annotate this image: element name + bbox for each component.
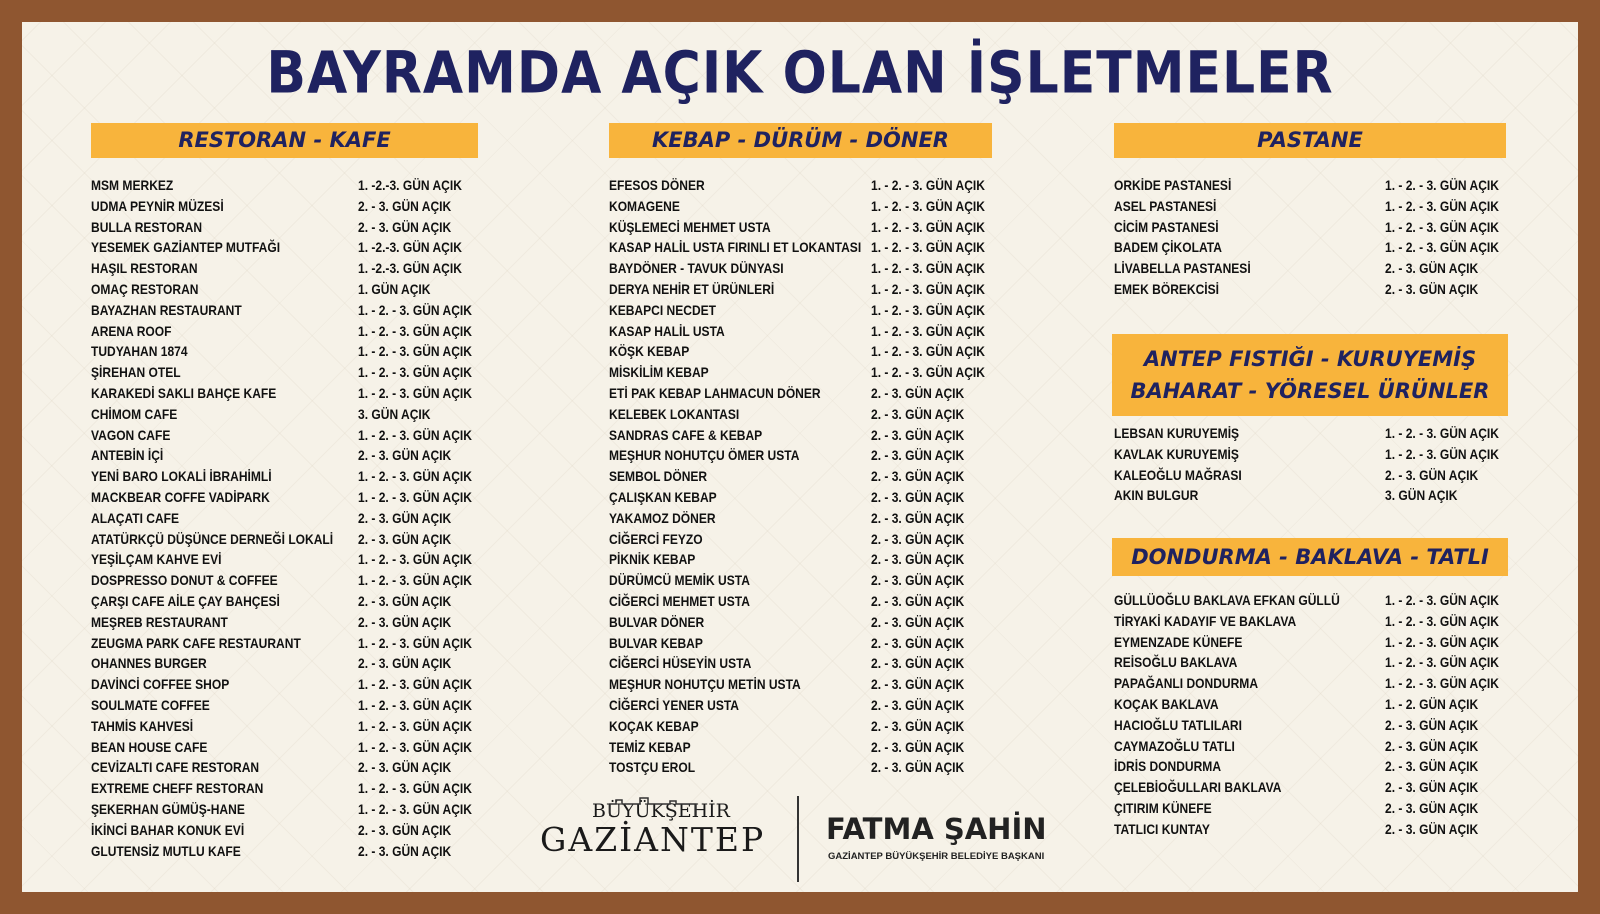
business-name: PAPAĞANLI DONDURMA bbox=[1114, 675, 1259, 692]
business-name: HACIOĞLU TATLILARI bbox=[1114, 716, 1242, 733]
business-name: VAGON CAFE bbox=[91, 426, 171, 443]
list-item bbox=[91, 321, 472, 342]
business-name: SOULMATE COFFEE bbox=[91, 696, 210, 713]
open-days: 1. - 2. - 3. GÜN AÇIK bbox=[1385, 612, 1499, 629]
list-item bbox=[609, 341, 985, 362]
business-name: TATLICI KUNTAY bbox=[1114, 820, 1210, 837]
business-name: CİĞERCİ FEYZO bbox=[609, 530, 703, 547]
business-name: KELEBEK LOKANTASI bbox=[609, 405, 740, 422]
open-days: 2. - 3. GÜN AÇIK bbox=[871, 676, 965, 693]
business-name: CİĞERCİ MEHMET USTA bbox=[609, 592, 750, 609]
business-name: YEŞİLÇAM KAHVE EVİ bbox=[91, 551, 222, 568]
open-days: 1. -2.-3. GÜN AÇIK bbox=[358, 239, 462, 256]
open-days: 1. - 2. - 3. GÜN AÇIK bbox=[871, 322, 985, 339]
business-name: OHANNES BURGER bbox=[91, 655, 207, 672]
business-name: TİRYAKİ KADAYIF VE BAKLAVA bbox=[1114, 612, 1297, 629]
list-item bbox=[609, 300, 985, 321]
list-dondurma bbox=[1114, 590, 1499, 840]
open-days: 1. - 2. - 3. GÜN AÇIK bbox=[871, 197, 985, 214]
business-name: ATATÜRKÇÜ DÜŞÜNCE DERNEĞİ LOKALİ bbox=[91, 530, 334, 547]
list-item bbox=[1114, 196, 1499, 217]
open-days: 2. - 3. GÜN AÇIK bbox=[1385, 737, 1479, 754]
business-name: AKIN BULGUR bbox=[1114, 487, 1199, 504]
list-item bbox=[91, 341, 472, 362]
open-days: 2. - 3. GÜN AÇIK bbox=[358, 197, 452, 214]
list-item bbox=[1114, 175, 1499, 196]
list-item bbox=[1114, 465, 1479, 486]
business-name: ZEUGMA PARK CAFE RESTAURANT bbox=[91, 634, 301, 651]
open-days: 1. - 2. - 3. GÜN AÇIK bbox=[1385, 592, 1499, 608]
business-name: UDMA PEYNİR MÜZESİ bbox=[91, 197, 224, 214]
list-item bbox=[1114, 736, 1479, 757]
open-days: 2. - 3. GÜN AÇIK bbox=[871, 384, 965, 401]
section-header-antep-line1: ANTEP FISTIĞI - KURUYEMİŞ bbox=[1143, 347, 1477, 371]
open-days: 1. - 2. - 3. GÜN AÇIK bbox=[358, 322, 472, 339]
open-days: 1. - 2. - 3. GÜN AÇIK bbox=[871, 343, 985, 360]
open-days: 1. - 2. - 3. GÜN AÇIK bbox=[871, 301, 985, 318]
list-item bbox=[91, 466, 472, 487]
business-name: REİSOĞLU BAKLAVA bbox=[1114, 654, 1238, 671]
list-item bbox=[91, 778, 472, 799]
business-name: BAYDÖNER - TAVUK DÜNYASI bbox=[609, 260, 784, 277]
list-item bbox=[91, 841, 452, 862]
business-name: MEŞHUR NOHUTÇU ÖMER USTA bbox=[609, 447, 800, 464]
list-item bbox=[91, 570, 472, 591]
business-name: KARAKEDİ SAKLI BAHÇE KAFE bbox=[91, 384, 277, 401]
list-item bbox=[1114, 279, 1479, 300]
list-item bbox=[609, 362, 985, 383]
business-name: DOSPRESSO DONUT & COFFEE bbox=[91, 572, 278, 589]
open-days: 2. - 3. GÜN AÇIK bbox=[871, 509, 965, 526]
open-days: 1. -2.-3. GÜN AÇIK bbox=[358, 177, 462, 193]
list-item bbox=[1114, 632, 1499, 653]
business-name: EXTREME CHEFF RESTORAN bbox=[91, 780, 264, 797]
open-days: 1. -2.-3. GÜN AÇIK bbox=[358, 260, 462, 277]
business-name: YENİ BARO LOKALİ İBRAHİMLİ bbox=[91, 468, 272, 485]
business-name: ARENA ROOF bbox=[91, 322, 172, 339]
open-days: 3. GÜN AÇIK bbox=[1385, 487, 1458, 504]
list-item bbox=[609, 695, 965, 716]
open-days: 1. - 2. - 3. GÜN AÇIK bbox=[1385, 445, 1499, 462]
list-item bbox=[91, 549, 472, 570]
open-days: 2. - 3. GÜN AÇIK bbox=[358, 842, 452, 859]
open-days: 2. - 3. GÜN AÇIK bbox=[1385, 779, 1479, 796]
open-days: 2. - 3. GÜN AÇIK bbox=[871, 447, 965, 464]
section-header-antep-line2: BAHARAT - YÖRESEL ÜRÜNLER bbox=[1130, 379, 1490, 403]
business-name: CİCİM PASTANESİ bbox=[1114, 218, 1219, 235]
list-item bbox=[1114, 673, 1499, 694]
open-days: 2. - 3. GÜN AÇIK bbox=[1385, 260, 1479, 277]
list-item bbox=[609, 674, 965, 695]
open-days: 1. - 2. - 3. GÜN AÇIK bbox=[1385, 197, 1499, 214]
business-name: CEVİZALTI CAFE RESTORAN bbox=[91, 759, 260, 776]
list-item bbox=[91, 591, 452, 612]
business-name: KASAP HALİL USTA bbox=[609, 322, 725, 339]
open-days: 2. - 3. GÜN AÇIK bbox=[871, 488, 965, 505]
business-name: KÜŞLEMECİ MEHMET USTA bbox=[609, 218, 771, 235]
business-name: DERYA NEHİR ET ÜRÜNLERİ bbox=[609, 280, 775, 297]
open-days: 2. - 3. GÜN AÇIK bbox=[871, 613, 965, 630]
open-days: 2. - 3. GÜN AÇIK bbox=[1385, 280, 1479, 297]
business-name: LİVABELLA PASTANESİ bbox=[1114, 260, 1251, 277]
business-name: BAYAZHAN RESTAURANT bbox=[91, 301, 242, 318]
business-name: TAHMİS KAHVESİ bbox=[91, 717, 194, 734]
business-name: ŞEKERHAN GÜMÜŞ-HANE bbox=[91, 800, 245, 817]
section-header-kebap: KEBAP - DÜRÜM - DÖNER bbox=[609, 123, 992, 158]
open-days: 2. - 3. GÜN AÇIK bbox=[1385, 758, 1479, 775]
mayor-title: GAZİANTEP BÜYÜKŞEHİR BELEDİYE BAŞKANI bbox=[828, 851, 1045, 862]
business-name: HAŞIL RESTORAN bbox=[91, 260, 198, 277]
business-name: ÇITIRIM KÜNEFE bbox=[1114, 799, 1212, 816]
list-pastane bbox=[1114, 175, 1499, 300]
open-days: 2. - 3. GÜN AÇIK bbox=[358, 613, 452, 630]
open-days: 1. - 2. - 3. GÜN AÇIK bbox=[1385, 425, 1499, 441]
list-item bbox=[609, 321, 985, 342]
list-item bbox=[609, 279, 985, 300]
business-name: SEMBOL DÖNER bbox=[609, 468, 708, 485]
open-days: 1. - 2. - 3. GÜN AÇIK bbox=[871, 280, 985, 297]
list-item bbox=[91, 383, 472, 404]
list-item bbox=[91, 258, 462, 279]
open-days: 1. - 2. - 3. GÜN AÇIK bbox=[358, 551, 472, 568]
list-item bbox=[609, 612, 965, 633]
open-days: 1. - 2. - 3. GÜN AÇIK bbox=[358, 364, 472, 381]
list-item bbox=[1114, 694, 1479, 715]
open-days: 2. - 3. GÜN AÇIK bbox=[358, 509, 452, 526]
business-name: TUDYAHAN 1874 bbox=[91, 343, 188, 360]
list-item bbox=[91, 695, 472, 716]
castle-icon bbox=[600, 790, 840, 820]
business-name: ÇALIŞKAN KEBAP bbox=[609, 488, 717, 505]
business-name: ŞİREHAN OTEL bbox=[91, 364, 181, 381]
list-item bbox=[91, 633, 472, 654]
open-days: 2. - 3. GÜN AÇIK bbox=[1385, 466, 1479, 483]
open-days: 2. - 3. GÜN AÇIK bbox=[1385, 716, 1479, 733]
business-name: EMEK BÖREKCİSİ bbox=[1114, 280, 1220, 297]
list-item bbox=[609, 737, 965, 758]
list-item bbox=[1114, 485, 1458, 506]
list-item bbox=[1114, 756, 1479, 777]
list-item bbox=[1114, 590, 1499, 611]
list-item bbox=[609, 217, 985, 238]
business-name: KOÇAK BAKLAVA bbox=[1114, 695, 1219, 712]
open-days: 1. - 2. - 3. GÜN AÇIK bbox=[358, 634, 472, 651]
list-item bbox=[609, 466, 965, 487]
business-name: OMAÇ RESTORAN bbox=[91, 280, 199, 297]
list-restoran bbox=[91, 175, 472, 861]
business-name: MEŞREB RESTAURANT bbox=[91, 613, 228, 630]
open-days: 2. - 3. GÜN AÇIK bbox=[871, 696, 965, 713]
business-name: LEBSAN KURUYEMİŞ bbox=[1114, 425, 1240, 441]
open-days: 1. - 2. - 3. GÜN AÇIK bbox=[358, 676, 472, 693]
list-item bbox=[1114, 611, 1499, 632]
list-item bbox=[609, 508, 965, 529]
list-item bbox=[91, 674, 472, 695]
open-days: 1. - 2. - 3. GÜN AÇIK bbox=[871, 364, 985, 381]
list-item bbox=[609, 633, 965, 654]
business-name: KAVLAK KURUYEMİŞ bbox=[1114, 445, 1239, 462]
open-days: 1. GÜN AÇIK bbox=[358, 280, 431, 297]
business-name: ANTEBİN İÇİ bbox=[91, 447, 164, 464]
open-days: 1. - 2. - 3. GÜN AÇIK bbox=[358, 301, 472, 318]
open-days: 1. - 2. - 3. GÜN AÇIK bbox=[358, 572, 472, 589]
list-item bbox=[91, 820, 452, 841]
list-item bbox=[91, 529, 452, 550]
business-name: MACKBEAR COFFE VADİPARK bbox=[91, 488, 270, 505]
business-name: TOSTÇU EROL bbox=[609, 759, 696, 776]
mayor-name: FATMA ŞAHİN bbox=[826, 812, 1047, 846]
business-name: ÇARŞI CAFE AİLE ÇAY BAHÇESİ bbox=[91, 592, 280, 609]
open-days: 2. - 3. GÜN AÇIK bbox=[871, 405, 965, 422]
list-item bbox=[609, 258, 985, 279]
business-name: BULVAR DÖNER bbox=[609, 613, 705, 630]
list-item bbox=[1114, 237, 1499, 258]
business-name: EFESOS DÖNER bbox=[609, 177, 705, 193]
open-days: 2. - 3. GÜN AÇIK bbox=[358, 759, 452, 776]
business-name: BADEM ÇİKOLATA bbox=[1114, 239, 1222, 256]
section-header-antep bbox=[1112, 334, 1508, 416]
list-item bbox=[609, 757, 965, 778]
business-name: BULVAR KEBAP bbox=[609, 634, 703, 651]
business-name: İKİNCİ BAHAR KONUK EVİ bbox=[91, 821, 245, 838]
open-days: 1. - 2. - 3. GÜN AÇIK bbox=[871, 260, 985, 277]
list-item bbox=[609, 591, 965, 612]
open-days: 2. - 3. GÜN AÇIK bbox=[871, 634, 965, 651]
list-item bbox=[609, 445, 965, 466]
list-item bbox=[91, 300, 472, 321]
list-item bbox=[609, 487, 965, 508]
list-item bbox=[91, 487, 472, 508]
business-name: ÇELEBİOĞULLARI BAKLAVA bbox=[1114, 779, 1282, 796]
list-item bbox=[91, 799, 472, 820]
list-item bbox=[609, 653, 965, 674]
open-days: 2. - 3. GÜN AÇIK bbox=[871, 738, 965, 755]
list-item bbox=[1114, 715, 1479, 736]
list-item bbox=[1114, 444, 1499, 465]
list-item bbox=[91, 445, 452, 466]
business-name: KEBAPCI NECDET bbox=[609, 301, 717, 318]
open-days: 1. - 2. GÜN AÇIK bbox=[1385, 695, 1479, 712]
open-days: 1. - 2. - 3. GÜN AÇIK bbox=[358, 800, 472, 817]
open-days: 1. - 2. - 3. GÜN AÇIK bbox=[358, 696, 472, 713]
business-name: GLUTENSİZ MUTLU KAFE bbox=[91, 842, 241, 859]
business-name: MSM MERKEZ bbox=[91, 177, 174, 193]
list-item bbox=[91, 425, 472, 446]
logo-buyuksehir: BÜYÜKŞEHİR bbox=[592, 800, 730, 822]
list-item bbox=[91, 716, 472, 737]
open-days: 2. - 3. GÜN AÇIK bbox=[871, 717, 965, 734]
list-item bbox=[609, 237, 985, 258]
list-item bbox=[1114, 777, 1479, 798]
open-days: 1. - 2. - 3. GÜN AÇIK bbox=[358, 468, 472, 485]
open-days: 2. - 3. GÜN AÇIK bbox=[871, 468, 965, 485]
list-item bbox=[91, 362, 472, 383]
open-days: 3. GÜN AÇIK bbox=[358, 405, 431, 422]
list-item bbox=[609, 175, 985, 196]
open-days: 2. - 3. GÜN AÇIK bbox=[358, 530, 452, 547]
list-item bbox=[609, 196, 985, 217]
open-days: 2. - 3. GÜN AÇIK bbox=[358, 821, 452, 838]
business-name: TEMİZ KEBAP bbox=[609, 738, 691, 755]
business-name: ALAÇATI CAFE bbox=[91, 509, 180, 526]
business-name: BEAN HOUSE CAFE bbox=[91, 738, 208, 755]
open-days: 1. - 2. - 3. GÜN AÇIK bbox=[871, 239, 985, 256]
open-days: 1. - 2. - 3. GÜN AÇIK bbox=[358, 384, 472, 401]
list-item bbox=[91, 217, 452, 238]
business-name: CHİMOM CAFE bbox=[91, 405, 178, 422]
list-item bbox=[609, 549, 965, 570]
page-title: BAYRAMDA AÇIK OLAN İŞLETMELER bbox=[266, 40, 1334, 108]
business-name: MİSKİLİM KEBAP bbox=[609, 364, 709, 381]
business-name: ETİ PAK KEBAP LAHMACUN DÖNER bbox=[609, 384, 821, 401]
business-name: GÜLLÜOĞLU BAKLAVA EFKAN GÜLLÜ bbox=[1114, 592, 1340, 608]
list-item bbox=[91, 757, 452, 778]
business-name: KOMAGENE bbox=[609, 197, 680, 214]
list-item bbox=[91, 279, 431, 300]
business-name: SANDRAS CAFE & KEBAP bbox=[609, 426, 763, 443]
open-days: 1. - 2. - 3. GÜN AÇIK bbox=[358, 738, 472, 755]
business-name: YAKAMOZ DÖNER bbox=[609, 509, 716, 526]
list-item bbox=[1114, 798, 1479, 819]
open-days: 2. - 3. GÜN AÇIK bbox=[871, 551, 965, 568]
business-name: KOÇAK KEBAP bbox=[609, 717, 699, 734]
section-header-restoran: RESTORAN - KAFE bbox=[91, 123, 478, 158]
open-days: 2. - 3. GÜN AÇIK bbox=[871, 426, 965, 443]
list-item bbox=[609, 425, 965, 446]
list-item bbox=[1114, 258, 1479, 279]
list-item bbox=[1114, 217, 1499, 238]
business-name: PİKNİK KEBAP bbox=[609, 551, 696, 568]
open-days: 1. - 2. - 3. GÜN AÇIK bbox=[1385, 654, 1499, 671]
business-name: ASEL PASTANESİ bbox=[1114, 197, 1217, 214]
list-item bbox=[91, 612, 452, 633]
business-name: EYMENZADE KÜNEFE bbox=[1114, 633, 1243, 650]
list-item bbox=[609, 404, 965, 425]
list-kebap bbox=[609, 175, 985, 778]
open-days: 1. - 2. - 3. GÜN AÇIK bbox=[358, 717, 472, 734]
business-name: CİĞERCİ YENER USTA bbox=[609, 696, 740, 713]
open-days: 2. - 3. GÜN AÇIK bbox=[358, 218, 452, 235]
business-name: ORKİDE PASTANESİ bbox=[1114, 177, 1232, 193]
open-days: 1. - 2. - 3. GÜN AÇIK bbox=[1385, 177, 1499, 193]
section-header-dondurma: DONDURMA - BAKLAVA - TATLI bbox=[1112, 538, 1508, 576]
open-days: 2. - 3. GÜN AÇIK bbox=[1385, 820, 1479, 837]
list-item bbox=[609, 383, 965, 404]
business-name: YESEMEK GAZİANTEP MUTFAĞI bbox=[91, 239, 281, 256]
business-name: MEŞHUR NOHUTÇU METİN USTA bbox=[609, 676, 801, 693]
open-days: 1. - 2. - 3. GÜN AÇIK bbox=[1385, 675, 1499, 692]
list-item bbox=[91, 196, 452, 217]
list-item bbox=[91, 237, 462, 258]
open-days: 2. - 3. GÜN AÇIK bbox=[871, 655, 965, 672]
list-item bbox=[1114, 652, 1499, 673]
section-header-pastane: PASTANE bbox=[1114, 123, 1506, 158]
list-item bbox=[1114, 423, 1499, 444]
list-item bbox=[91, 508, 452, 529]
open-days: 2. - 3. GÜN AÇIK bbox=[871, 759, 965, 776]
list-item bbox=[91, 653, 452, 674]
business-name: KALEOĞLU MAĞRASI bbox=[1114, 466, 1242, 483]
open-days: 1. - 2. - 3. GÜN AÇIK bbox=[1385, 239, 1499, 256]
list-item bbox=[91, 175, 462, 196]
list-item bbox=[609, 716, 965, 737]
business-name: CAYMAZOĞLU TATLI bbox=[1114, 737, 1235, 754]
business-name: DÜRÜMCÜ MEMİK USTA bbox=[609, 572, 750, 589]
open-days: 1. - 2. - 3. GÜN AÇIK bbox=[1385, 633, 1499, 650]
list-item bbox=[609, 570, 965, 591]
business-name: KASAP HALİL USTA FIRINLI ET LOKANTASI bbox=[609, 239, 862, 256]
open-days: 2. - 3. GÜN AÇIK bbox=[871, 530, 965, 547]
open-days: 2. - 3. GÜN AÇIK bbox=[358, 592, 452, 609]
business-name: KÖŞK KEBAP bbox=[609, 343, 690, 360]
open-days: 2. - 3. GÜN AÇIK bbox=[358, 447, 452, 464]
open-days: 2. - 3. GÜN AÇIK bbox=[871, 572, 965, 589]
list-item bbox=[91, 737, 472, 758]
business-name: CİĞERCİ HÜSEYİN USTA bbox=[609, 655, 752, 672]
logo-gaziantep: GAZİANTEP bbox=[540, 820, 766, 859]
business-name: BULLA RESTORAN bbox=[91, 218, 203, 235]
list-item bbox=[609, 529, 965, 550]
open-days: 1. - 2. - 3. GÜN AÇIK bbox=[1385, 218, 1499, 235]
footer-divider bbox=[797, 796, 799, 882]
open-days: 1. - 2. - 3. GÜN AÇIK bbox=[358, 780, 472, 797]
business-name: DAVİNCİ COFFEE SHOP bbox=[91, 676, 230, 693]
open-days: 1. - 2. - 3. GÜN AÇIK bbox=[871, 218, 985, 235]
business-name: İDRİS DONDURMA bbox=[1114, 758, 1222, 775]
list-item bbox=[91, 404, 431, 425]
open-days: 1. - 2. - 3. GÜN AÇIK bbox=[358, 343, 472, 360]
open-days: 2. - 3. GÜN AÇIK bbox=[1385, 799, 1479, 816]
list-item bbox=[1114, 819, 1479, 840]
open-days: 2. - 3. GÜN AÇIK bbox=[871, 592, 965, 609]
open-days: 1. - 2. - 3. GÜN AÇIK bbox=[358, 488, 472, 505]
open-days: 1. - 2. - 3. GÜN AÇIK bbox=[358, 426, 472, 443]
open-days: 1. - 2. - 3. GÜN AÇIK bbox=[871, 177, 985, 193]
list-antep bbox=[1114, 423, 1499, 506]
open-days: 2. - 3. GÜN AÇIK bbox=[358, 655, 452, 672]
